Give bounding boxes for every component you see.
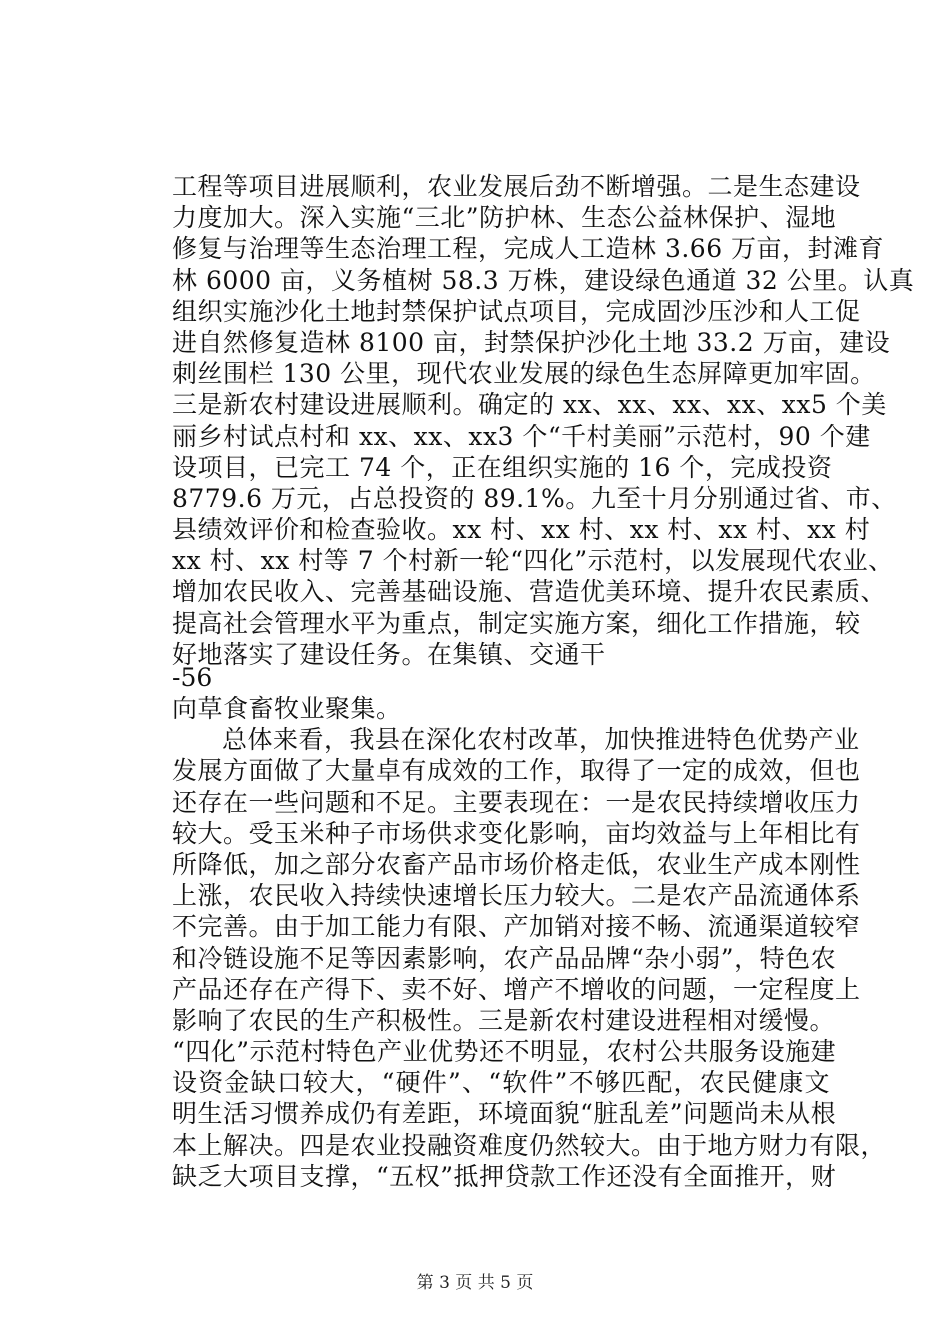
text-line: 三是新农村建设进展顺利。确定的 xx、xx、xx、xx、xx5 个美 [172,390,887,420]
text-line: 上涨，农民收入持续快速增长压力较大。二是农产品流通体系 [172,881,861,911]
text-line: 所降低，加之部分农畜产品市场价格走低，农业生产成本刚性 [172,849,861,879]
text-line: 不完善。由于加工能力有限、产加销对接不畅、流通渠道较窄 [172,912,861,942]
text-line: 工程等项目进展顺利，农业发展后劲不断增强。二是生态建设 [172,172,861,201]
text-line: 提高社会管理水平为重点，制定实施方案，细化工作措施，较 [172,608,861,638]
inline-page-marker: -56 [172,663,213,692]
text-line: 和冷链设施不足等因素影响，农产品品牌“杂小弱”，特色农 [172,943,837,973]
text-line: 刺丝围栏 130 公里，现代农业发展的绿色生态屏障更加牢固。 [172,359,876,389]
paragraph-block-1 [172,171,915,670]
text-line: 县绩效评价和检查验收。xx 村、xx 村、xx 村、xx 村、xx 村 [172,515,871,545]
text-line: 8779.6 万元，占总投资的 89.1%。九至十月分别通过省、市、 [172,483,897,513]
text-line: 力度加大。深入实施“三北”防护林、生态公益林保护、湿地 [172,203,837,233]
text-line: 设项目，已完工 74 个，正在组织实施的 16 个，完成投资 [172,452,833,482]
page-footer: 第 3 页 共 5 页 [416,1273,534,1293]
text-line: 缺乏大项目支撑，“五权”抵押贷款工作还没有全面推开，财 [172,1161,837,1191]
text-line: 本上解决。四是农业投融资难度仍然较大。由于地方财力有限， [172,1130,887,1160]
text-line: xx 村、xx 村等 7 个村新一轮“四化”示范村，以发展现代农业、 [172,546,894,576]
text-line: 产品还存在产得下、卖不好、增产不增收的问题，一定程度上 [172,974,861,1004]
text-line: 好地落实了建设任务。在集镇、交通干 [172,639,606,669]
text-line: “四化”示范村特色产业优势还不明显，农村公共服务设施建 [172,1037,837,1067]
text-line: 设资金缺口较大，“硬件”、“软件”不够匹配，农民健康文 [172,1068,830,1098]
paragraph-block-2 [172,693,887,1192]
text-line: 向草食畜牧业聚集。 [172,694,402,723]
text-line: 总体来看，我县在深化农村改革，加快推进特色优势产业 [222,725,860,755]
text-line: 增加农民收入、完善基础设施、营造优美环境、提升农民素质、 [172,577,887,607]
text-line: 较大。受玉米种子市场供求变化影响，亩均效益与上年相比有 [172,818,861,848]
text-line: 影响了农民的生产积极性。三是新农村建设进程相对缓慢。 [172,1005,836,1035]
text-line: 丽乡村试点村和 xx、xx、xx3 个“千村美丽”示范村，90 个建 [172,421,871,451]
text-line: 还存在一些问题和不足。主要表现在：一是农民持续增收压力 [172,787,861,817]
text-line: 发展方面做了大量卓有成效的工作，取得了一定的成效，但也 [172,756,861,786]
text-line: 修复与治理等生态治理工程，完成人工造林 3.66 万亩，封滩育 [172,234,885,264]
text-line: 进自然修复造林 8100 亩，封禁保护沙化土地 33.2 万亩，建设 [172,327,891,357]
text-line: 明生活习惯养成仍有差距，环境面貌“脏乱差”问题尚未从根 [172,1099,837,1129]
text-line: 林 6000 亩，义务植树 58.3 万株，建设绿色通道 32 公里。认真 [172,265,915,295]
text-line: 组织实施沙化土地封禁保护试点项目，完成固沙压沙和人工促 [172,296,861,326]
